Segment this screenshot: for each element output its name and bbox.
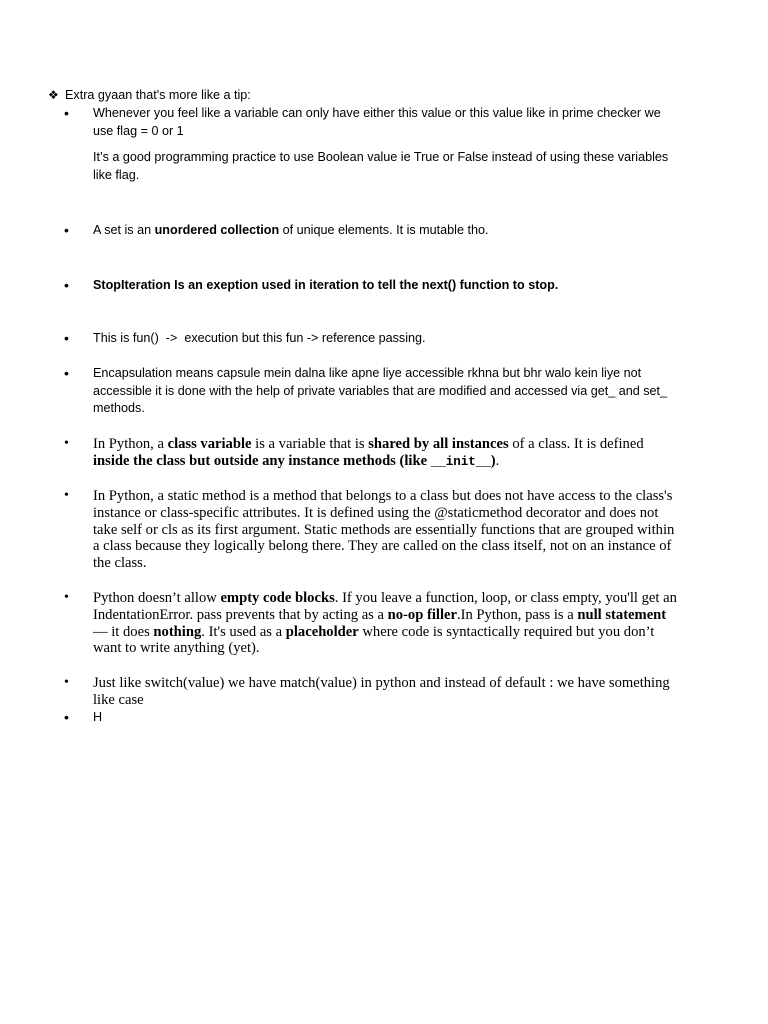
item-text bbox=[93, 222, 683, 240]
bold-run: nothing bbox=[153, 623, 202, 640]
item-text-continued: It’s a good programming practice to use Boolean value ie True or False instead of using these variables like flag. bbox=[93, 150, 669, 182]
text-run: . bbox=[495, 452, 500, 469]
code-run: __init__ bbox=[430, 454, 491, 469]
bold-run: unordered collection bbox=[154, 223, 280, 237]
bold-run: placeholder bbox=[285, 623, 359, 640]
bold-run: class variable bbox=[167, 436, 252, 452]
list-item bbox=[64, 709, 683, 727]
list-item bbox=[64, 675, 683, 709]
item-text: Just like switch(value) we have match(value) in python and instead of default : we have something like case bbox=[93, 675, 670, 708]
item-text: Encapsulation means capsule mein dalna like apne liye accessible rkhna but bhr walo kein liye not accessible it is done with the help of private variables that are modified and accessed via get_ and set_ methods. bbox=[93, 366, 668, 416]
item-text: H bbox=[93, 710, 103, 724]
bold-run: null statement bbox=[577, 606, 667, 623]
item-text bbox=[93, 436, 683, 471]
text-run: . If you leave a function, loop, or class empty, you'll get an IndentationError. pass prevents that by acting as a bbox=[93, 590, 677, 623]
diamond-bullet-icon: ❖ bbox=[48, 88, 59, 102]
text-run: where code is syntactically required but you don’t want to write anything (yet). bbox=[93, 623, 655, 657]
text-run: — it does bbox=[93, 623, 154, 640]
bold-run: empty code blocks bbox=[220, 590, 335, 606]
bold-run: ) bbox=[490, 452, 496, 469]
bold-run: shared by all instances bbox=[368, 436, 509, 452]
item-text: This is fun() -> execution but this fun -> reference passing. bbox=[93, 331, 426, 345]
bullet-icon: • bbox=[64, 590, 69, 605]
bullet-icon: • bbox=[64, 709, 69, 725]
bullet-icon: • bbox=[64, 675, 69, 690]
item-text bbox=[93, 590, 683, 657]
item-text: Whenever you feel like a variable can only have either this value or this value like in prime checker we use flag = 0 or 1 bbox=[93, 106, 661, 138]
text-run: In Python, a bbox=[93, 436, 168, 452]
list-item bbox=[64, 365, 683, 418]
text-run: Python doesn’t allow bbox=[93, 590, 221, 606]
list-item bbox=[64, 105, 683, 184]
text-run: of unique elements. It is mutable tho. bbox=[279, 223, 489, 237]
text-run: A set is an bbox=[93, 223, 155, 237]
bold-run: inside the class but outside any instance methods (like bbox=[93, 452, 431, 469]
bold-run: StopIteration Is an exeption used in iteration to tell the next() function to stop. bbox=[93, 278, 559, 292]
list-item bbox=[64, 436, 683, 471]
list-item bbox=[64, 222, 683, 240]
bullet-icon: • bbox=[64, 222, 69, 238]
heading-item bbox=[48, 87, 251, 104]
bullet-icon: • bbox=[64, 105, 69, 121]
text-run: .In Python, pass is a bbox=[456, 606, 578, 623]
bullet-icon: • bbox=[64, 330, 69, 346]
bullet-icon: • bbox=[64, 436, 69, 451]
text-run: . It's used as a bbox=[201, 623, 286, 640]
list-item bbox=[64, 330, 683, 348]
list-item bbox=[64, 277, 683, 295]
bullet-icon: • bbox=[64, 488, 69, 503]
bullet-icon: • bbox=[64, 277, 69, 293]
bullet-icon: • bbox=[64, 365, 69, 381]
heading-text: Extra gyaan that's more like a tip: bbox=[65, 88, 251, 102]
list-item bbox=[64, 590, 683, 657]
text-run: is a variable that is bbox=[251, 436, 369, 452]
text-run: of a class. It is defined bbox=[508, 436, 644, 452]
item-text bbox=[93, 277, 683, 295]
bold-run: no-op filler bbox=[387, 606, 457, 623]
item-text: In Python, a static method is a method that belongs to a class but does not have access to the class's instance or class-specific attributes. It is defined using the @staticmethod decorator and does not take self or cls as its first argument. Static methods are essentially functions that are grouped within a class because they logically belong there. They are called on the class itself, not on an instance of the class. bbox=[93, 488, 675, 572]
list-item bbox=[64, 488, 683, 572]
